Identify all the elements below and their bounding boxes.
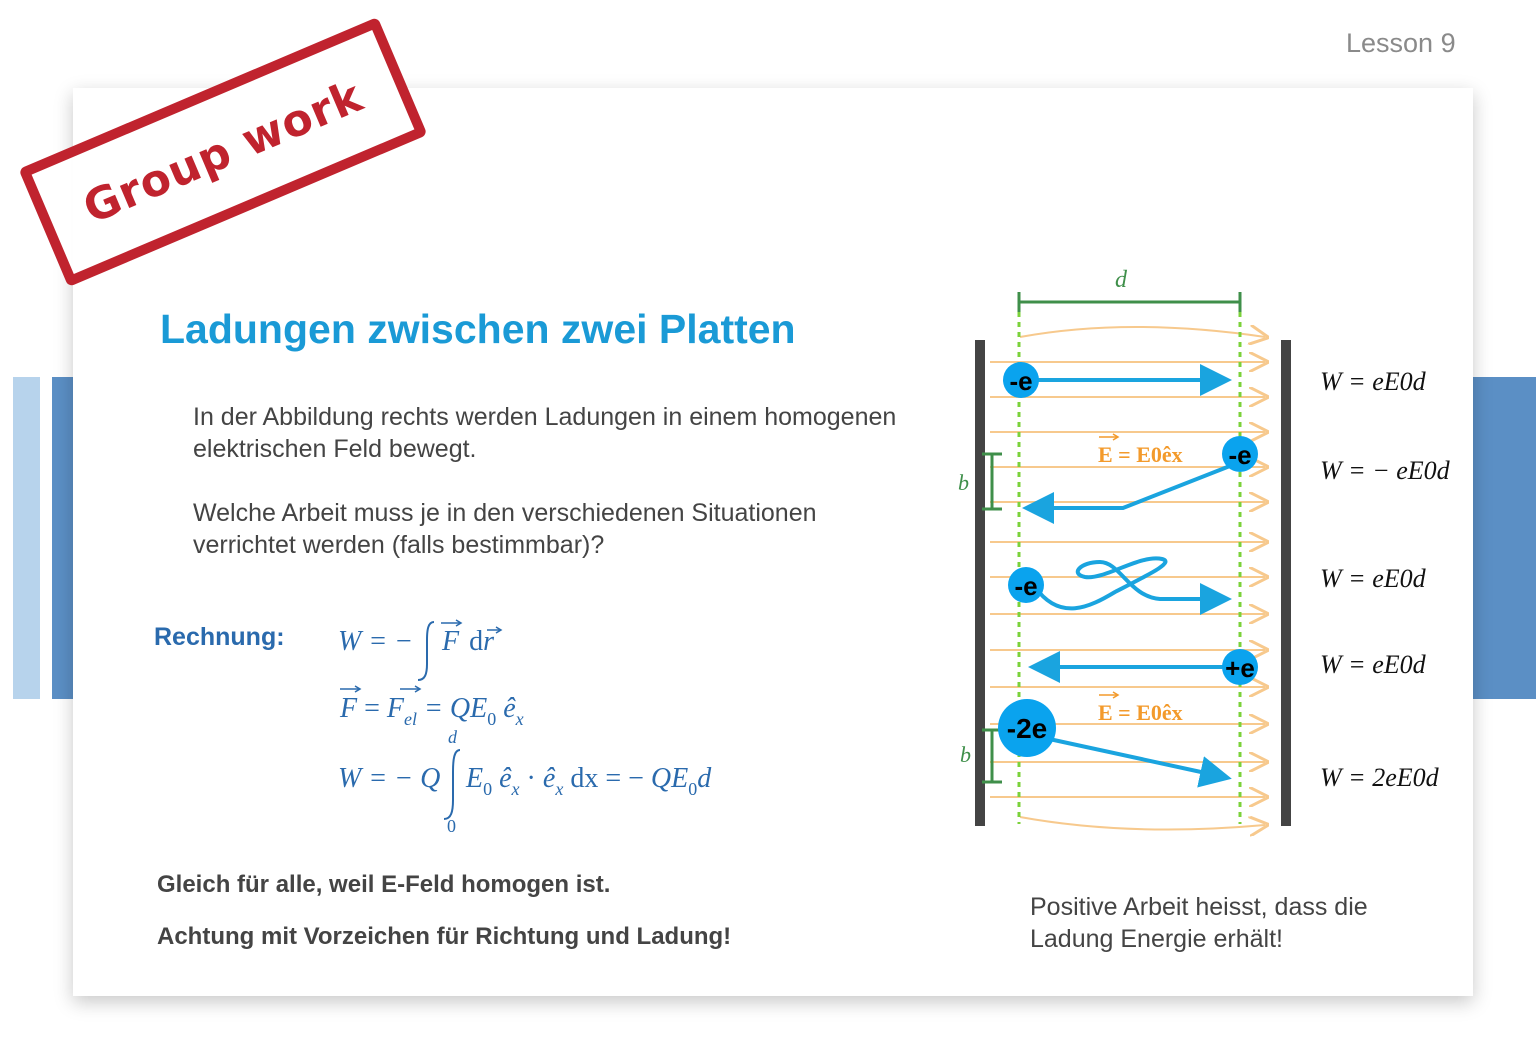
distance-label: d [1115,267,1127,293]
plate-left [975,340,985,826]
calculation-equations [330,612,750,842]
decorative-bar-left-light [13,377,40,699]
lesson-label: Lesson 9 [1346,28,1456,58]
calculation-label: Rechnung: [154,623,285,651]
integral-sign [444,750,460,819]
stamp-label: Group work [75,70,371,234]
field-label-2: E = E0êx [1098,700,1183,725]
slide-title: Ladungen zwischen zwei Platten [160,306,796,352]
charge-2-label: -e [1228,440,1252,470]
field-label-1: E = E0êx [1098,442,1183,467]
distance-bracket [1019,292,1240,312]
charge-4-label: +e [1225,653,1255,683]
result-4: W = eE0d [1320,650,1426,679]
intro-paragraph: In der Abbildung rechts werden Ladungen in einem homogenen elektrischen Feld bewegt. [193,403,897,463]
eq3-integrand: $E_0$ $ê_x$ · $ê_x$ dx = − $QE_0d$ [466,763,712,799]
plate-right [1281,340,1291,826]
eq3-lower-limit: 0 [447,816,456,836]
result-3: W = eE0d [1320,564,1426,593]
plates-diagram [940,262,1480,842]
result-5: W = 2eE0d [1320,763,1439,792]
note-positive-work: Positive Arbeit heisst, dass die Ladung Energie erhält! [1030,893,1368,953]
integral-sign [418,622,434,680]
charge-5-label: -2e [1006,713,1048,744]
width-label-1: b [958,470,969,495]
path-arrow-5 [1040,737,1224,777]
eq2: $F = F_{el} = QE_0$ $ê_x$ [340,693,524,729]
question-paragraph: Welche Arbeit muss je in den verschiedenen Situationen verrichtet werden (falls bestimmbar)? [193,499,817,559]
result-2: W = − eE0d [1320,456,1450,485]
path-arrow-3 [1035,558,1224,608]
result-1: W = eE0d [1320,367,1426,396]
conclusion-2: Achtung mit Vorzeichen für Richtung und Ladung! [157,923,732,950]
charge-1-label: -e [1009,366,1033,396]
eq3-lhs: W = − Q [338,763,441,794]
charge-3-label: -e [1014,571,1038,601]
decorative-bar-left-dark [52,377,74,699]
eq1-integrand: F dr [442,626,495,657]
width-label-2: b [960,742,971,767]
eq3-upper-limit: d [448,727,457,747]
conclusion-1: Gleich für alle, weil E-Feld homogen ist. [157,871,611,898]
decorative-bar-right [1472,377,1536,699]
eq1-lhs: W = − [338,626,414,657]
